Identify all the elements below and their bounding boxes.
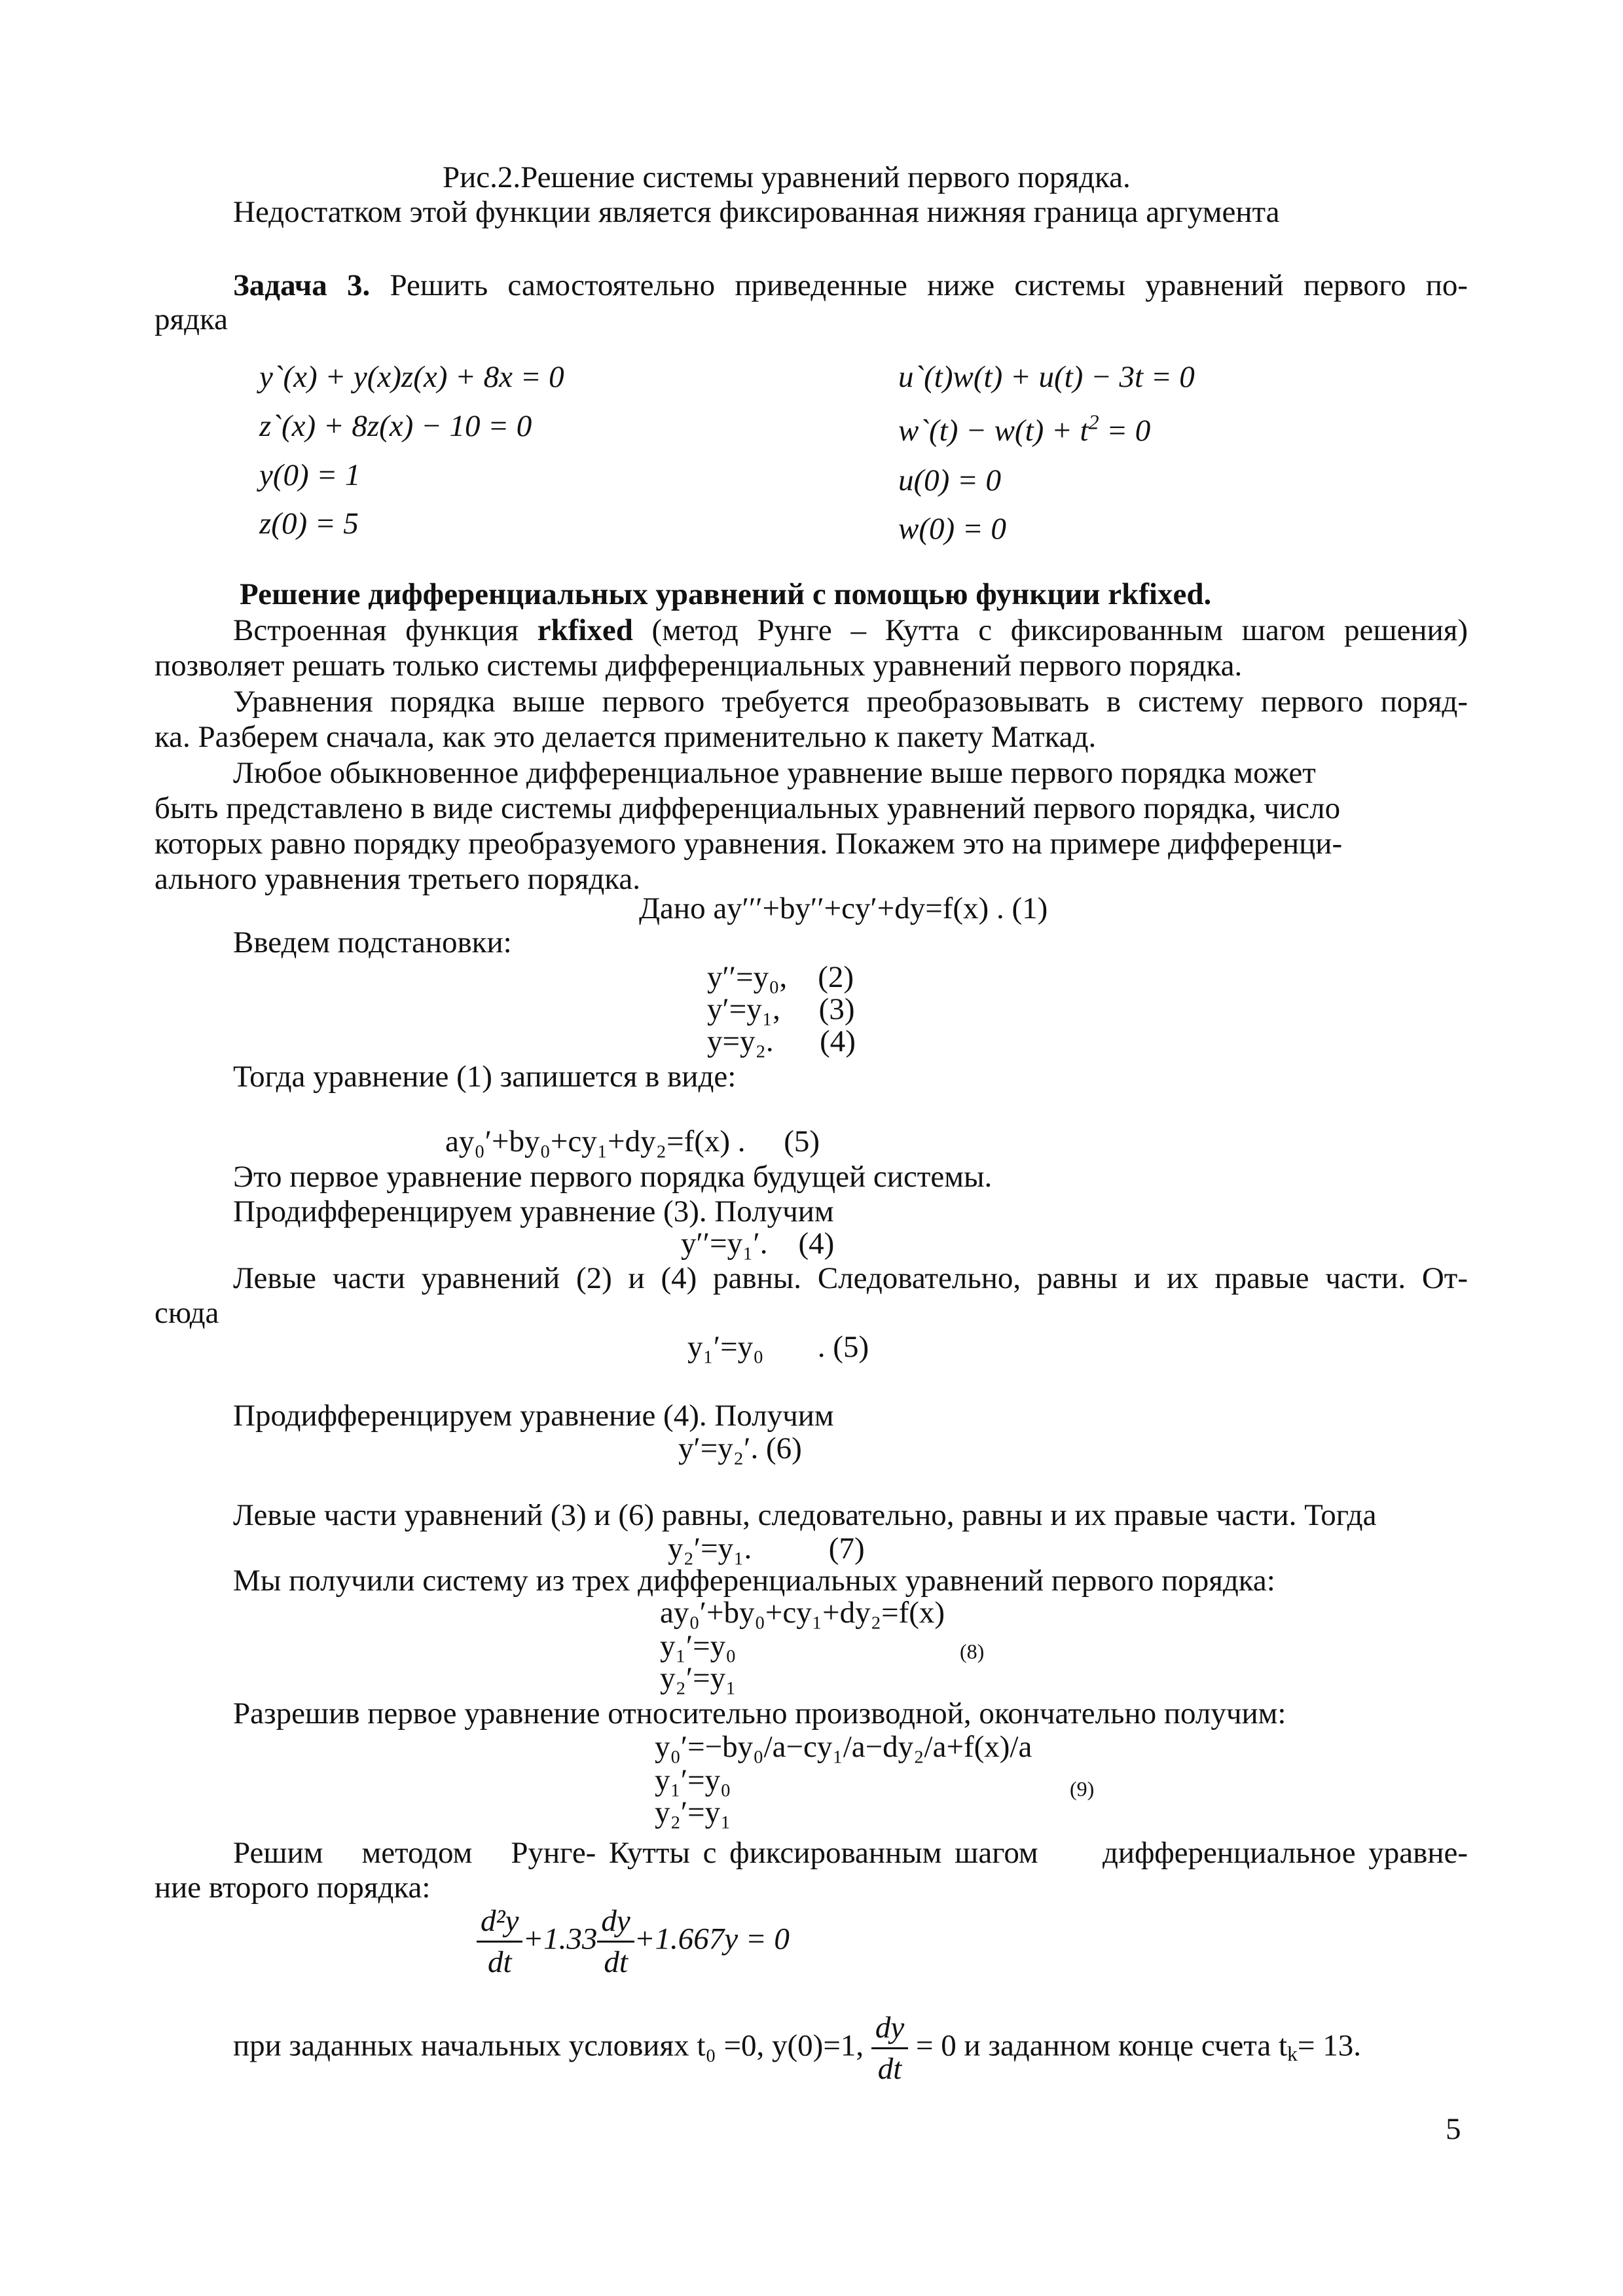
paragraph-1-line-1 bbox=[233, 612, 1468, 649]
differentiate-4-text: Продифференцируем уравнение (4). Получим bbox=[233, 1399, 834, 1433]
system-9-eq1: y₀′=−by₀/a−cy₁/a−dy₂/a+f(x)/a bbox=[655, 1730, 1032, 1764]
rkfixed-keyword: rkfixed bbox=[537, 613, 633, 647]
paragraph-3-line-3: которых равно порядку преобразуемого уравнения. Покажем это на примере дифференци- bbox=[155, 827, 1343, 861]
ode-den-2: dt bbox=[604, 1945, 628, 1979]
differentiate-3-text: Продифференцируем уравнение (3). Получим bbox=[233, 1194, 834, 1229]
ode-den-1: dt bbox=[487, 1945, 512, 1979]
init-text-b: = 0 и заданном конце счета t bbox=[908, 2028, 1288, 2063]
runge-line-1: Решим методом Рунге- Кутты с фиксированным шагом дифференциальное уравне- bbox=[233, 1836, 1468, 1870]
right-system-eq2 bbox=[898, 412, 1150, 449]
left-parts-1-line-2: сюда bbox=[155, 1296, 219, 1330]
system-8-number: (8) bbox=[960, 1640, 985, 1663]
equation-5: ay₀′+by₀+cy₁+dy₂=f(x) . (5) bbox=[445, 1124, 820, 1158]
paragraph-3-line-4: ального уравнения третьего порядка. bbox=[155, 862, 640, 896]
ode-fraction-1 bbox=[477, 1901, 522, 1982]
paragraph-3-line-1: Любое обыкновенное дифференциальное уравнение выше первого порядка может bbox=[233, 756, 1316, 790]
right-eq2-b: = 0 bbox=[1099, 414, 1151, 448]
system-9-eq2: y₁′=y₀ bbox=[655, 1763, 731, 1797]
p1-text-a: Встроенная функция bbox=[233, 613, 538, 647]
left-parts-2-text: Левые части уравнений (3) и (6) равны, следовательно, равны и их правые части. Тогда bbox=[233, 1498, 1377, 1532]
right-eq2-exp: 2 bbox=[1088, 410, 1099, 434]
equation-6: y′=y₂′. (6) bbox=[678, 1431, 802, 1465]
solving-text: Разрешив первое уравнение относительно производной, окончательно получим: bbox=[233, 1696, 1286, 1731]
left-parts-1-line-1: Левые части уравнений (2) и (4) равны. Следовательно, равны и их правые части. От- bbox=[233, 1261, 1468, 1295]
init-text-a: при заданных начальных условиях t₀ =0, y(0)=1, bbox=[233, 2028, 871, 2063]
left-system-eq1: y`(x) + y(x)z(x) + 8x = 0 bbox=[259, 360, 564, 394]
runge-line-2: ние второго порядка: bbox=[155, 1871, 431, 1905]
ode-equation bbox=[477, 1901, 790, 1982]
left-system-eq2: z`(x) + 8z(x) − 10 = 0 bbox=[259, 409, 532, 443]
equation-4b: y′′=y₁′. (4) bbox=[681, 1227, 835, 1261]
paragraph-3-line-2: быть представлено в виде системы дифференциальных уравнений первого порядка, число bbox=[155, 791, 1341, 825]
task-line-1 bbox=[233, 267, 1468, 304]
init-sub: k bbox=[1287, 2042, 1298, 2066]
then-text: Тогда уравнение (1) запишется в виде: bbox=[233, 1060, 737, 1094]
system-intro-text: Мы получили систему из трех дифференциальных уравнений первого порядка: bbox=[233, 1564, 1275, 1598]
substitutions-intro: Введем подстановки: bbox=[233, 925, 512, 960]
init-num: dy bbox=[871, 2008, 908, 2049]
left-system-eq4: z(0) = 5 bbox=[259, 507, 359, 541]
system-9-number: (9) bbox=[1070, 1777, 1095, 1801]
equation-5b: y₁′=y₀ . (5) bbox=[687, 1330, 869, 1364]
substitution-3: y′=y₁, (3) bbox=[707, 992, 855, 1026]
ode-fraction-2 bbox=[597, 1901, 634, 1982]
page-number: 5 bbox=[1446, 2112, 1461, 2146]
ode-middle: +1.33 bbox=[522, 1922, 598, 1956]
given-equation: Дано ay′′′+by′′+cy′+dy=f(x) . (1) bbox=[639, 891, 1048, 925]
right-system-eq1: u`(t)w(t) + u(t) − 3t = 0 bbox=[898, 360, 1195, 394]
right-system-eq3: u(0) = 0 bbox=[898, 463, 1002, 497]
right-system-eq4: w(0) = 0 bbox=[898, 512, 1006, 546]
figure-caption: Рис.2.Решение системы уравнений первого порядка. bbox=[443, 160, 1131, 194]
initial-conditions bbox=[233, 2008, 1361, 2089]
right-eq2-a: w`(t) − w(t) + t bbox=[898, 414, 1089, 448]
first-equation-text: Это первое уравнение первого порядка будущей системы. bbox=[233, 1160, 993, 1194]
paragraph-1-line-2: позволяет решать только системы дифференциальных уравнений первого порядка. bbox=[155, 649, 1243, 683]
ode-num-1: d²y bbox=[477, 1901, 522, 1943]
p1-text-c: (метод Рунге – Кутта с фиксированным шагом решения) bbox=[632, 613, 1468, 647]
caption-drawback: Недостатком этой функции является фиксированная нижняя граница аргумента bbox=[233, 195, 1280, 229]
ode-num-2: dy bbox=[597, 1901, 634, 1943]
system-9-eq3: y₂′=y₁ bbox=[655, 1795, 731, 1829]
task-line-2: рядка bbox=[155, 302, 228, 336]
system-8-eq1: ay₀′+by₀+cy₁+dy₂=f(x) bbox=[660, 1596, 945, 1630]
system-8-eq3: y₂′=y₁ bbox=[660, 1661, 737, 1695]
substitution-4: y=y₂. (4) bbox=[707, 1024, 856, 1058]
paragraph-2-line-2: ка. Разберем сначала, как это делается применительно к пакету Маткад. bbox=[155, 720, 1097, 754]
section-heading: Решение дифференциальных уравнений с помощью функции rkfixed. bbox=[240, 577, 1212, 611]
system-8-eq2: y₁′=y₀ bbox=[660, 1629, 737, 1663]
ode-end: +1.667y = 0 bbox=[634, 1922, 790, 1956]
substitution-2: y′′=y₀, (2) bbox=[707, 960, 854, 994]
init-den: dt bbox=[877, 2052, 902, 2086]
task-text: Решить самостоятельно приведенные ниже системы уравнений первого по- bbox=[390, 268, 1468, 302]
task-label: Задача 3. bbox=[233, 268, 371, 302]
left-system-eq3: y(0) = 1 bbox=[259, 458, 361, 492]
init-fraction bbox=[871, 2008, 908, 2089]
equation-7: y₂′=y₁. (7) bbox=[668, 1532, 865, 1566]
paragraph-2-line-1: Уравнения порядка выше первого требуется преобразовывать в систему первого поряд- bbox=[233, 685, 1468, 719]
init-text-c: = 13. bbox=[1298, 2028, 1362, 2063]
